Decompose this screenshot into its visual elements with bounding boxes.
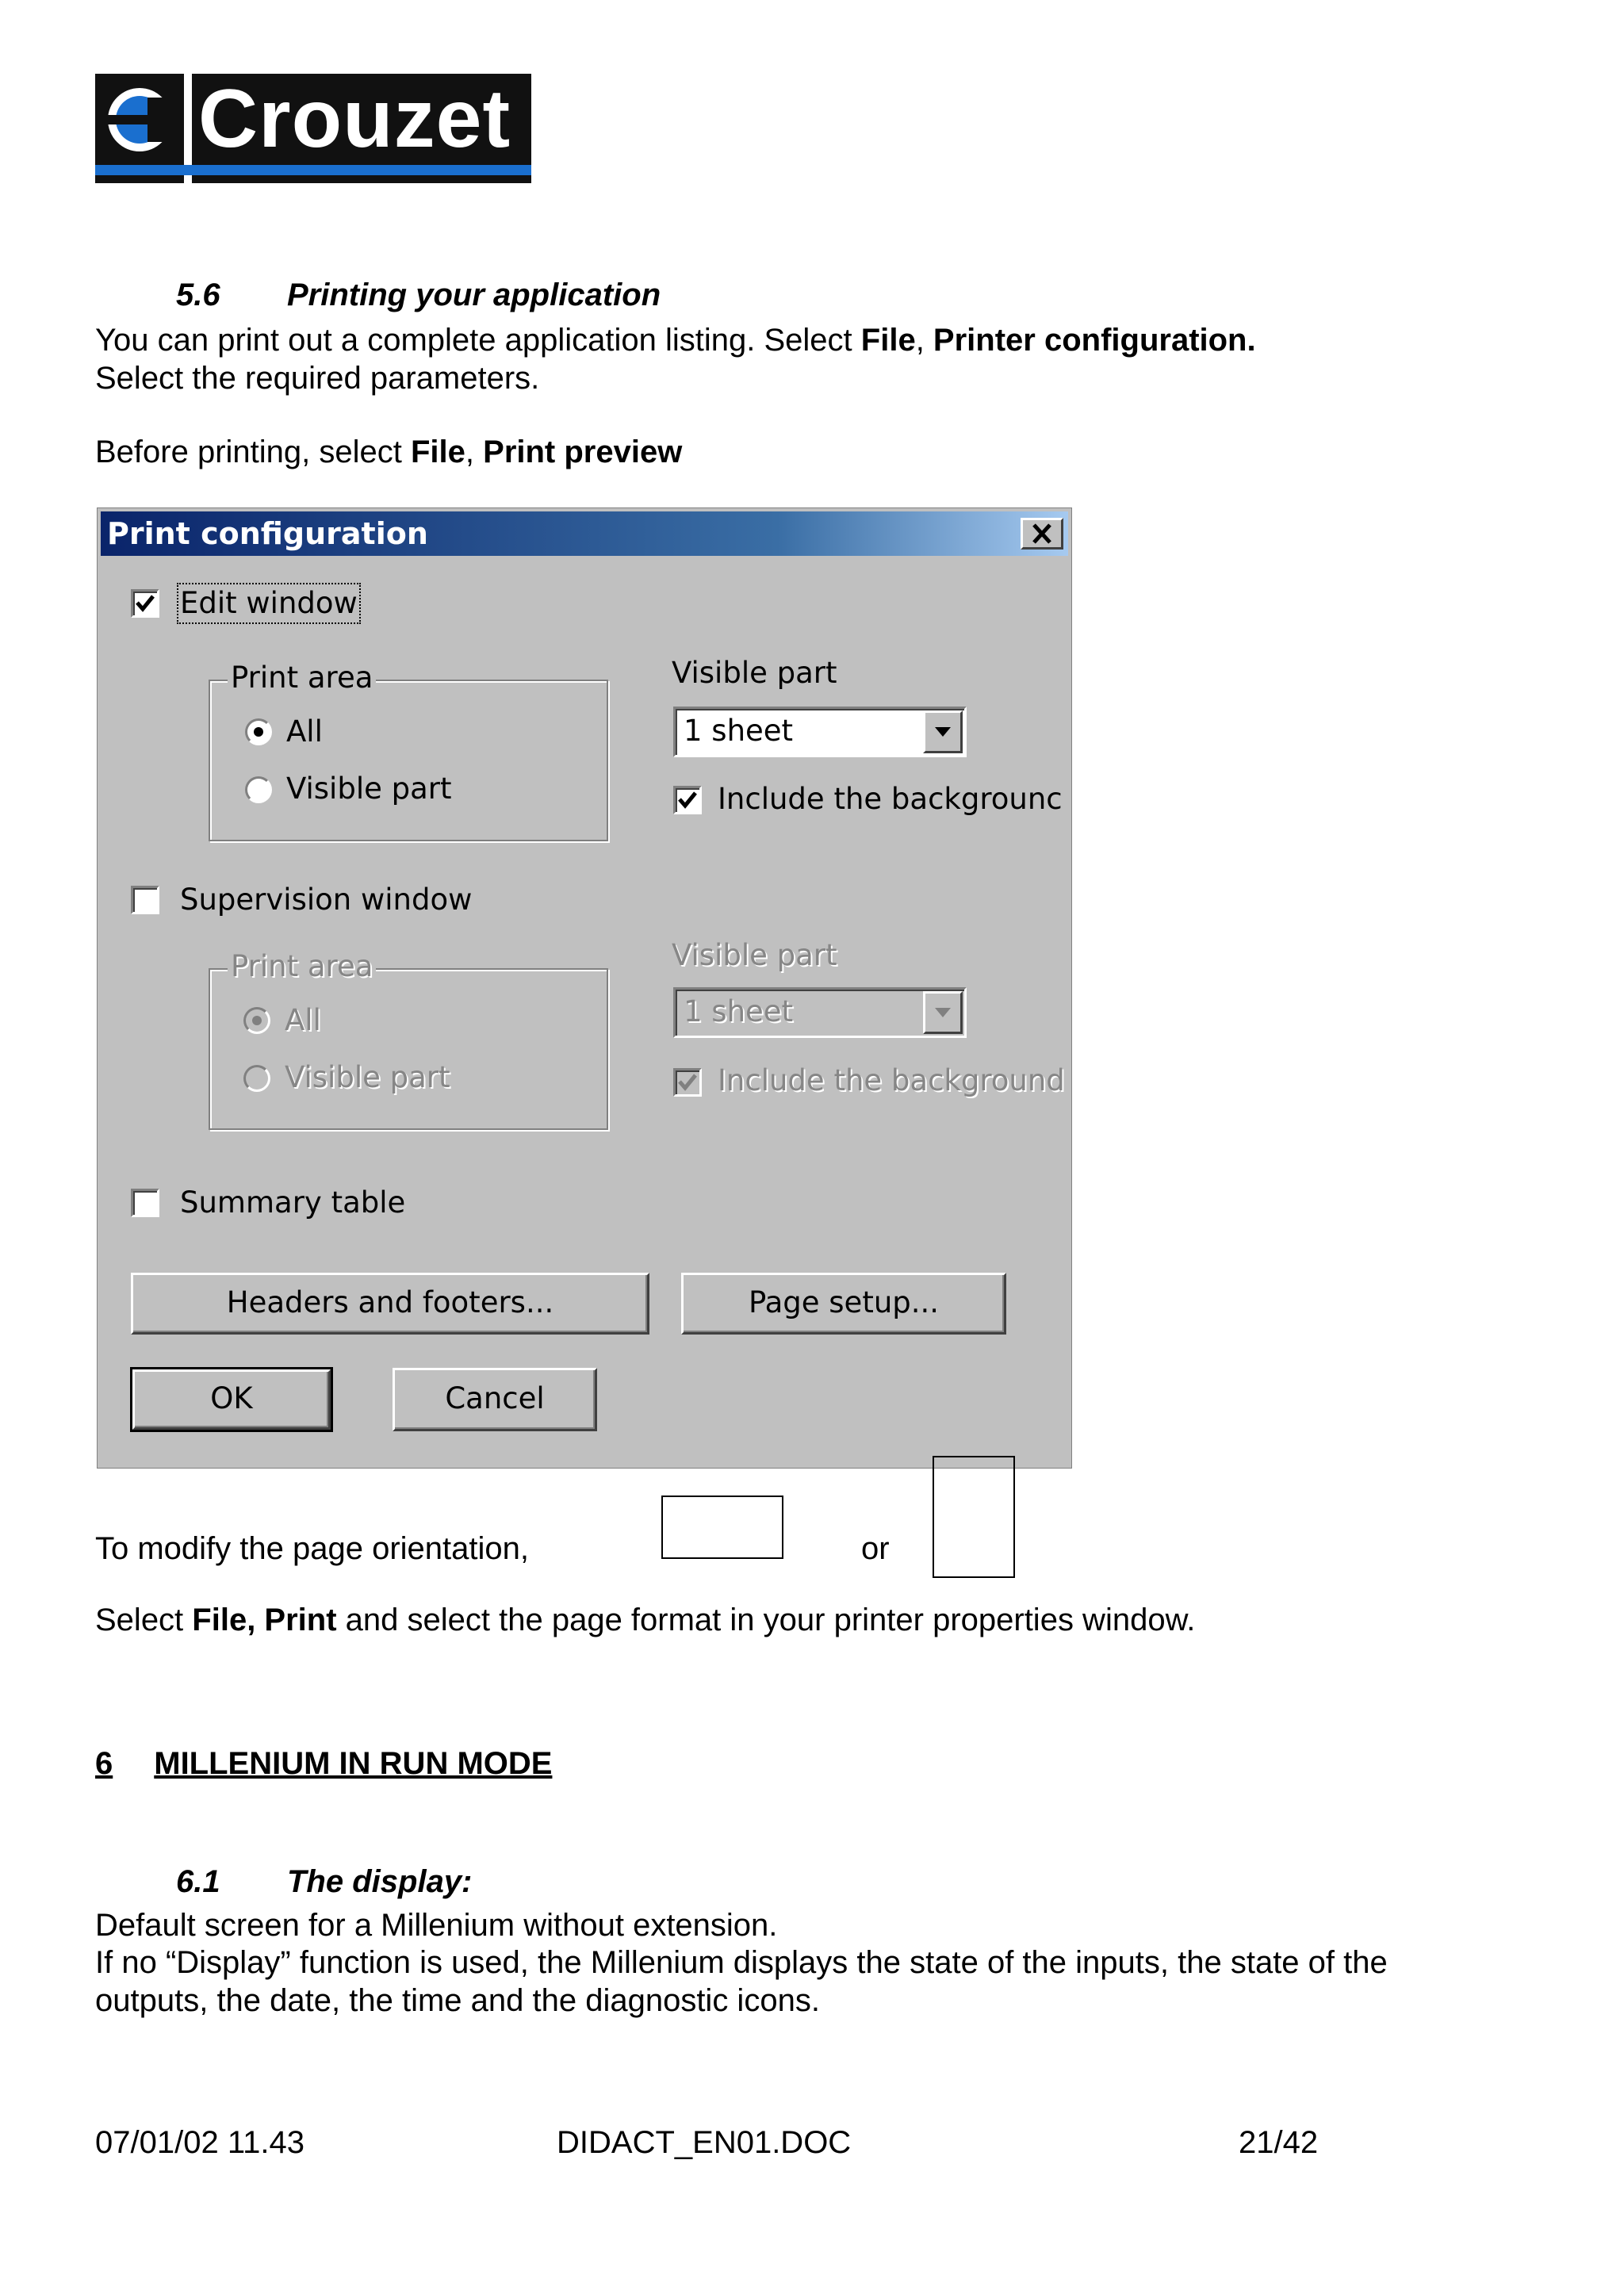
supervision-sheet-select[interactable]: 1 sheet [673,987,967,1038]
include-background-label: Include the backgrounc [718,782,1063,816]
checkmark-icon [676,1070,699,1094]
print-area-visible-part-label: Visible part [286,772,452,806]
section-title: Printing your application [287,278,661,312]
orientation-or: or [861,1531,890,1566]
print-area-visible-part-radio[interactable] [245,776,272,803]
paragraph-line: Before printing, select File, Print preview [95,435,683,469]
ok-button[interactable]: OK [132,1369,331,1430]
dialog-title: Print configuration [107,516,428,551]
crouzet-logo [95,74,531,183]
supervision-print-area-all-radio[interactable] [243,1007,270,1034]
landscape-orientation-icon [661,1496,783,1559]
paragraph-line: If no “Display” function is used, the Millenium displays the state of the inputs, the state of the [95,1945,1388,1980]
print-area-group [209,680,608,841]
supervision-print-area-visible-part-radio[interactable] [243,1065,270,1092]
page-setup-button[interactable]: Page setup... [681,1273,1006,1335]
summary-table-label: Summary table [180,1185,406,1220]
footer-datetime: 07/01/02 11.43 [95,2125,304,2160]
paragraph-line: Default screen for a Millenium without extension. [95,1908,778,1943]
print-area-all-radio[interactable] [245,718,272,745]
crouzet-emblem-icon [103,82,176,158]
print-area-all-label: All [286,714,323,749]
print-configuration-dialog [97,507,1072,1469]
paragraph-line: Select the required parameters. [95,361,540,396]
supervision-window-checkbox[interactable] [131,886,159,914]
supervision-visible-part-label: Visible part [672,938,837,972]
summary-table-checkbox[interactable] [131,1189,159,1217]
edit-window-checkbox[interactable] [131,589,159,618]
checkmark-icon [676,788,699,812]
headers-footers-button[interactable]: Headers and footers... [131,1273,649,1335]
footer-filename: DIDACT_EN01.DOC [557,2125,852,2160]
supervision-print-area-group [209,968,608,1130]
supervision-print-area-visible-part-label: Visible part [285,1060,450,1094]
dialog-titlebar [101,511,1068,556]
orientation-text: To modify the page orientation, [95,1531,530,1566]
close-button[interactable] [1021,518,1063,550]
include-background-checkbox[interactable] [673,786,702,814]
supervision-include-background-checkbox[interactable] [673,1068,702,1097]
dropdown-button[interactable] [923,710,963,753]
section-number: 6.1 [176,1864,220,1899]
paragraph-line: outputs, the date, the time and the diagnostic icons. [95,1983,820,2018]
section-number: 5.6 [176,278,220,312]
dropdown-button[interactable] [923,991,963,1034]
chapter-heading: 6 MILLENIUM IN RUN MODE [95,1746,553,1781]
portrait-orientation-icon [933,1456,1015,1578]
logo-wordmark: Crouzet [198,73,511,165]
footer-page-number: 21/42 [1239,2125,1319,2160]
section-title: The display: [287,1864,473,1899]
cancel-button[interactable]: Cancel [393,1368,597,1431]
close-icon [1023,520,1061,547]
chevron-down-icon [925,994,960,1032]
supervision-include-background-label: Include the background [718,1063,1065,1097]
paragraph-line: Select File, Print and select the page format in your printer properties window. [95,1603,1196,1637]
paragraph-line: You can print out a complete application listing. Select File, Printer configuration. [95,323,1256,358]
checkmark-icon [133,592,157,615]
chevron-down-icon [925,713,960,751]
sheet-select[interactable]: 1 sheet [673,707,967,757]
print-area-legend: Print area [228,661,376,695]
supervision-window-label: Supervision window [180,883,473,917]
visible-part-label: Visible part [672,656,837,690]
supervision-print-area-legend: Print area [228,949,376,984]
edit-window-label[interactable]: Edit window [180,586,358,620]
supervision-print-area-all-label: All [285,1003,321,1037]
